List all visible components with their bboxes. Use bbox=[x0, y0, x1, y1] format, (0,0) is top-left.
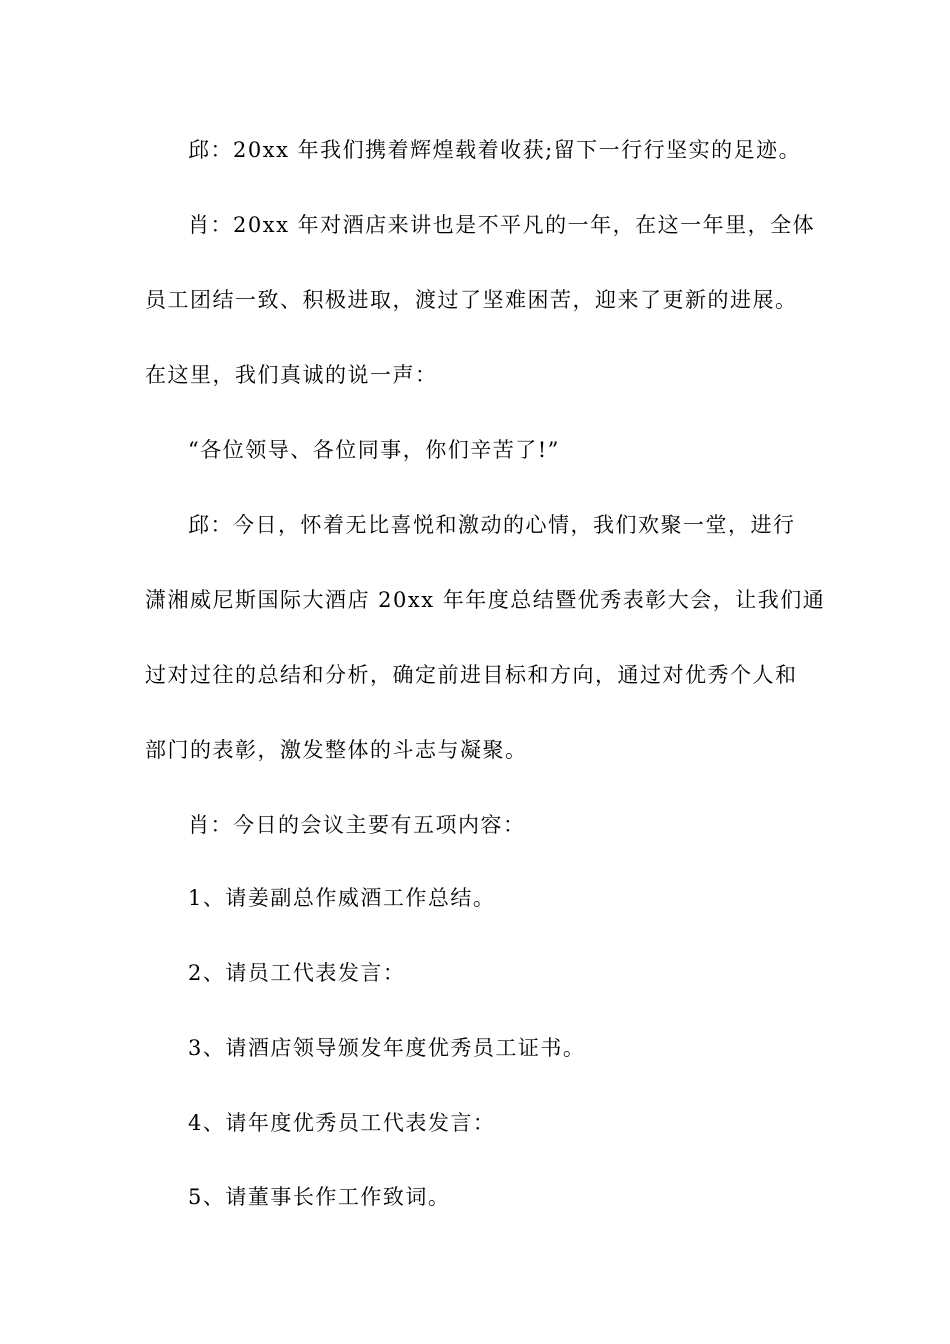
list-item: 3、请酒店领导颁发年度优秀员工证书。 bbox=[188, 1036, 586, 1060]
paragraph-line: 潇湘威尼斯国际大酒店 20xx 年年度总结暨优秀表彰大会，让我们通 bbox=[145, 588, 826, 612]
list-item: 5、请董事长作工作致词。 bbox=[188, 1185, 451, 1209]
list-item: 2、请员工代表发言： bbox=[188, 961, 406, 985]
list-item: 1、请姜副总作威酒工作总结。 bbox=[188, 886, 496, 910]
paragraph-line: 员工团结一致、积极进取，渡过了坚难困苦，迎来了更新的进展。 bbox=[145, 288, 798, 312]
paragraph-line: 邱：20xx 年我们携着辉煌载着收获;留下一行行坚实的足迹。 bbox=[188, 138, 802, 162]
paragraph-line: 在这里，我们真诚的说一声： bbox=[145, 363, 438, 387]
paragraph-line: 肖：20xx 年对酒店来讲也是不平凡的一年，在这一年里，全体 bbox=[188, 213, 816, 237]
list-item: 4、请年度优秀员工代表发言： bbox=[188, 1111, 496, 1135]
paragraph-line: 邱：今日，怀着无比喜悦和激动的心情，我们欢聚一堂，进行 bbox=[188, 513, 796, 537]
paragraph-line: 过对过往的总结和分析，确定前进目标和方向，通过对优秀个人和 bbox=[145, 663, 798, 687]
paragraph-line: 部门的表彰，激发整体的斗志与凝聚。 bbox=[145, 738, 528, 762]
quote-line: “各位领导、各位同事，你们辛苦了!” bbox=[188, 438, 560, 462]
paragraph-line: 肖：今日的会议主要有五项内容： bbox=[188, 813, 526, 837]
